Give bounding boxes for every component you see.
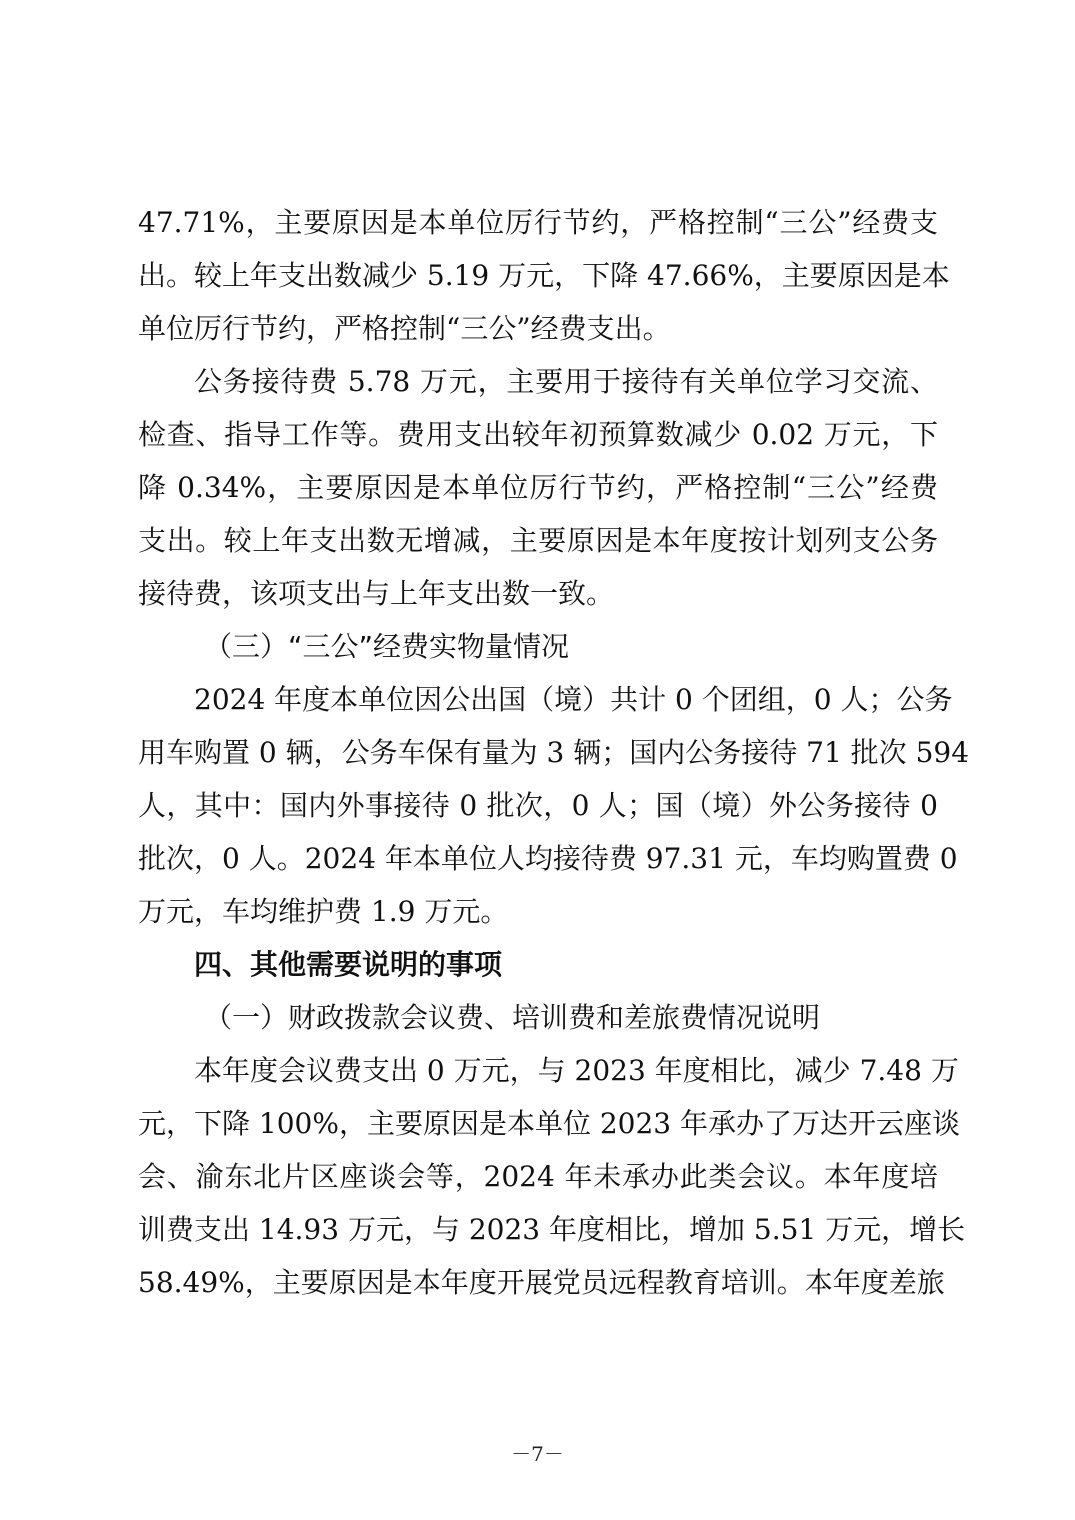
section-subheading: （一）财政拨款会议费、培训费和差旅费情况说明 [204,1001,821,1034]
paragraph-line: 2024 年度本单位因公出国（境）共计 0 个团组，0 人；公务 [194,683,953,716]
section-subheading: （三）“三公”经费实物量情况 [204,630,570,663]
paragraph-line: 47.71%，主要原因是本单位厉行节约，严格控制“三公”经费支 [138,206,938,239]
paragraph-line: 本年度会议费支出 0 万元，与 2023 年度相比，减少 7.48 万 [194,1054,959,1087]
paragraph-line: 公务接待费 5.78 万元，主要用于接待有关单位学习交流、 [194,365,938,398]
paragraph-line: 用车购置 0 辆，公务车保有量为 3 辆；国内公务接待 71 批次 594 [138,736,970,769]
paragraph-line: 批次，0 人。2024 年本单位人均接待费 97.31 元，车均购置费 0 [138,842,958,875]
paragraph-line: 单位厉行节约，严格控制“三公”经费支出。 [138,312,671,345]
paragraph-line: 训费支出 14.93 万元，与 2023 年度相比，增加 5.51 万元，增长 [138,1213,966,1246]
page-number: －7－ [511,1442,564,1466]
paragraph-line: 万元，车均维护费 1.9 万元。 [138,895,509,928]
paragraph-line: 检查、指导工作等。费用支出较年初预算数减少 0.02 万元，下 [138,418,938,451]
paragraph-line: 58.49%，主要原因是本年度开展党员远程教育培训。本年度差旅 [138,1266,945,1299]
paragraph-line: 接待费，该项支出与上年支出数一致。 [138,577,615,610]
paragraph-line: 出。较上年支出数减少 5.19 万元，下降 47.66%，主要原因是本 [138,259,950,292]
document-body [138,196,970,1309]
section-heading: 四、其他需要说明的事项 [194,948,503,981]
paragraph-line: 元，下降 100%，主要原因是本单位 2023 年承办了万达开云座谈 [138,1107,961,1140]
paragraph-line: 人，其中：国内外事接待 0 批次，0 人；国（境）外公务接待 0 [138,789,938,822]
paragraph-line: 支出。较上年支出数无增减，主要原因是本年度按计划列支公务 [138,524,938,557]
paragraph-line: 会、渝东北片区座谈会等，2024 年未承办此类会议。本年度培 [138,1160,938,1193]
paragraph-line: 降 0.34%，主要原因是本单位厉行节约，严格控制“三公”经费 [138,471,938,504]
